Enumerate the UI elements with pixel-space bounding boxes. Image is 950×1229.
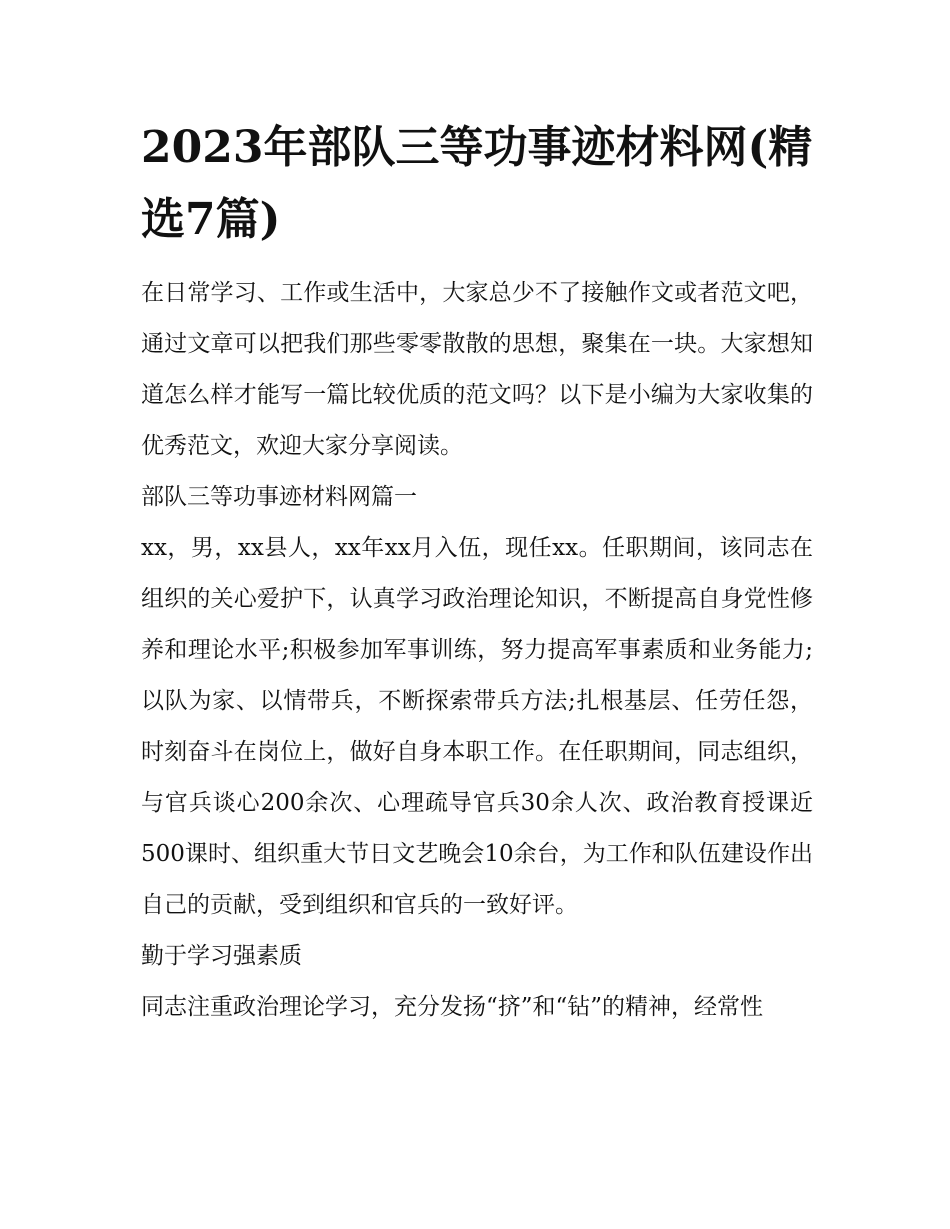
body-paragraph: xx，男，xx县人，xx年xx月入伍，现任xx。任职期间，该同志在组织的关心爱护下，认真学习政治理论知识，不断提高自身党性修养和理论水平;积极参加军事训练，努力提高军事素质和业务能力;以队为家、以情带兵，不断探索带兵方法;扎根基层、任劳任怨，时刻奋斗在岗位上，做好自身本职工作。在任职期间，同志组织，与官兵谈心200余次、心理疏导官兵30余人次、政治教育授课近500课时、组织重大节日文艺晚会10余台，为工作和队伍建设作出自己的贡献，受到组织和官兵的一致好评。 <box>141 535 813 918</box>
subheading: 勤于学习强素质 <box>141 943 302 969</box>
document-title: 2023年部队三等功事迹材料网(精选7篇) <box>141 122 813 245</box>
intro-paragraph: 在日常学习、工作或生活中，大家总少不了接触作文或者范文吧，通过文章可以把我们那些零零散散的思想，聚集在一块。大家想知道怎么样才能写一篇比较优质的范文吗？以下是小编为大家收集的优秀范文，欢迎大家分享阅读。 <box>141 280 813 459</box>
last-paragraph: 同志注重政治理论学习，充分发扬“挤”和“钻”的精神，经常性 <box>141 994 764 1020</box>
section-heading: 部队三等功事迹材料网篇一 <box>141 484 417 510</box>
document-content <box>141 112 813 1033</box>
